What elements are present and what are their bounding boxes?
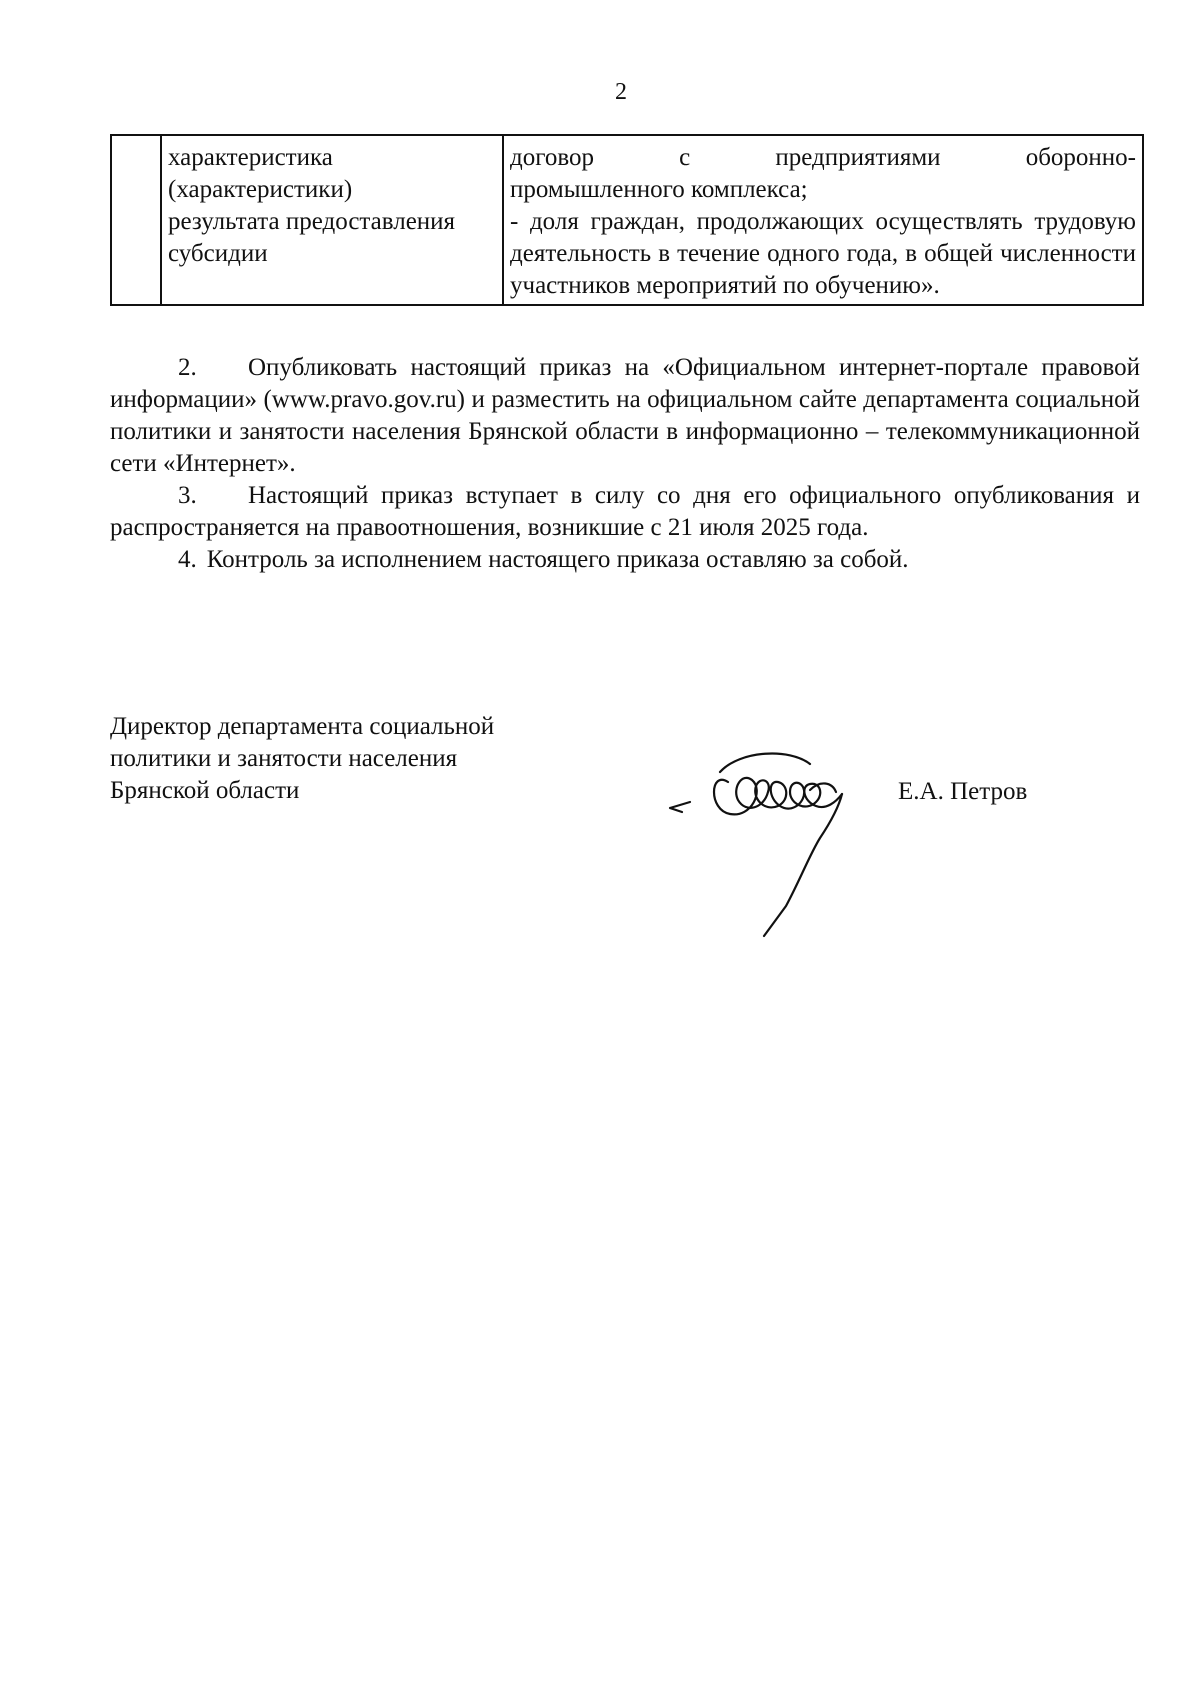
paragraph-text: Настоящий приказ вступает в силу со дня его официального опубликования и распространяется на правоотношения, возникшие с 21 июля 2025 года.	[110, 482, 1140, 541]
signer-position	[110, 711, 570, 807]
paragraph-text: Опубликовать настоящий приказ на «Официальном интернет-портале правовой информации» (www.pravo.gov.ru) и разместить на официальном сайте департамента социальной политики и занятости населения Брянской области в информационно – телекоммуникационной сети «Интернет».	[110, 354, 1140, 477]
value-line: промышленного комплекса;	[510, 176, 808, 203]
paragraph-text: Контроль за исполнением настоящего приказа оставляю за собой.	[206, 546, 909, 573]
value-line: договор с предприятиями оборонно-	[510, 144, 1136, 171]
paragraph-number: 2.	[178, 354, 197, 381]
table-cell-index	[111, 135, 161, 305]
paragraph-4	[110, 544, 1140, 576]
table-cell-label	[161, 135, 503, 305]
table-cell-value	[503, 135, 1143, 305]
paragraph-2	[110, 352, 1140, 480]
position-line: политики и занятости населения	[110, 745, 458, 772]
paragraph-number: 3.	[178, 482, 197, 509]
value-item: - доля граждан, продолжающих осуществлять трудовую деятельность в течение одного года, в общей численности участников мероприятий по обучению».	[510, 208, 1136, 299]
position-line: Директор департамента социальной	[110, 713, 495, 740]
signer-name: Е.А. Петров	[898, 778, 1028, 805]
label-line: субсидии	[168, 240, 268, 267]
label-line: характеристика	[168, 144, 333, 171]
table-row	[111, 135, 1143, 305]
order-body	[110, 352, 1140, 576]
label-line: (характеристики)	[168, 176, 353, 203]
position-line: Брянской области	[110, 777, 300, 804]
handwritten-signature	[660, 730, 890, 950]
label-line: результата предоставления	[168, 208, 456, 235]
subsidy-table	[110, 134, 1144, 306]
page-number: 2	[615, 79, 627, 105]
paragraph-number: 4.	[178, 546, 197, 573]
paragraph-3	[110, 480, 1140, 544]
